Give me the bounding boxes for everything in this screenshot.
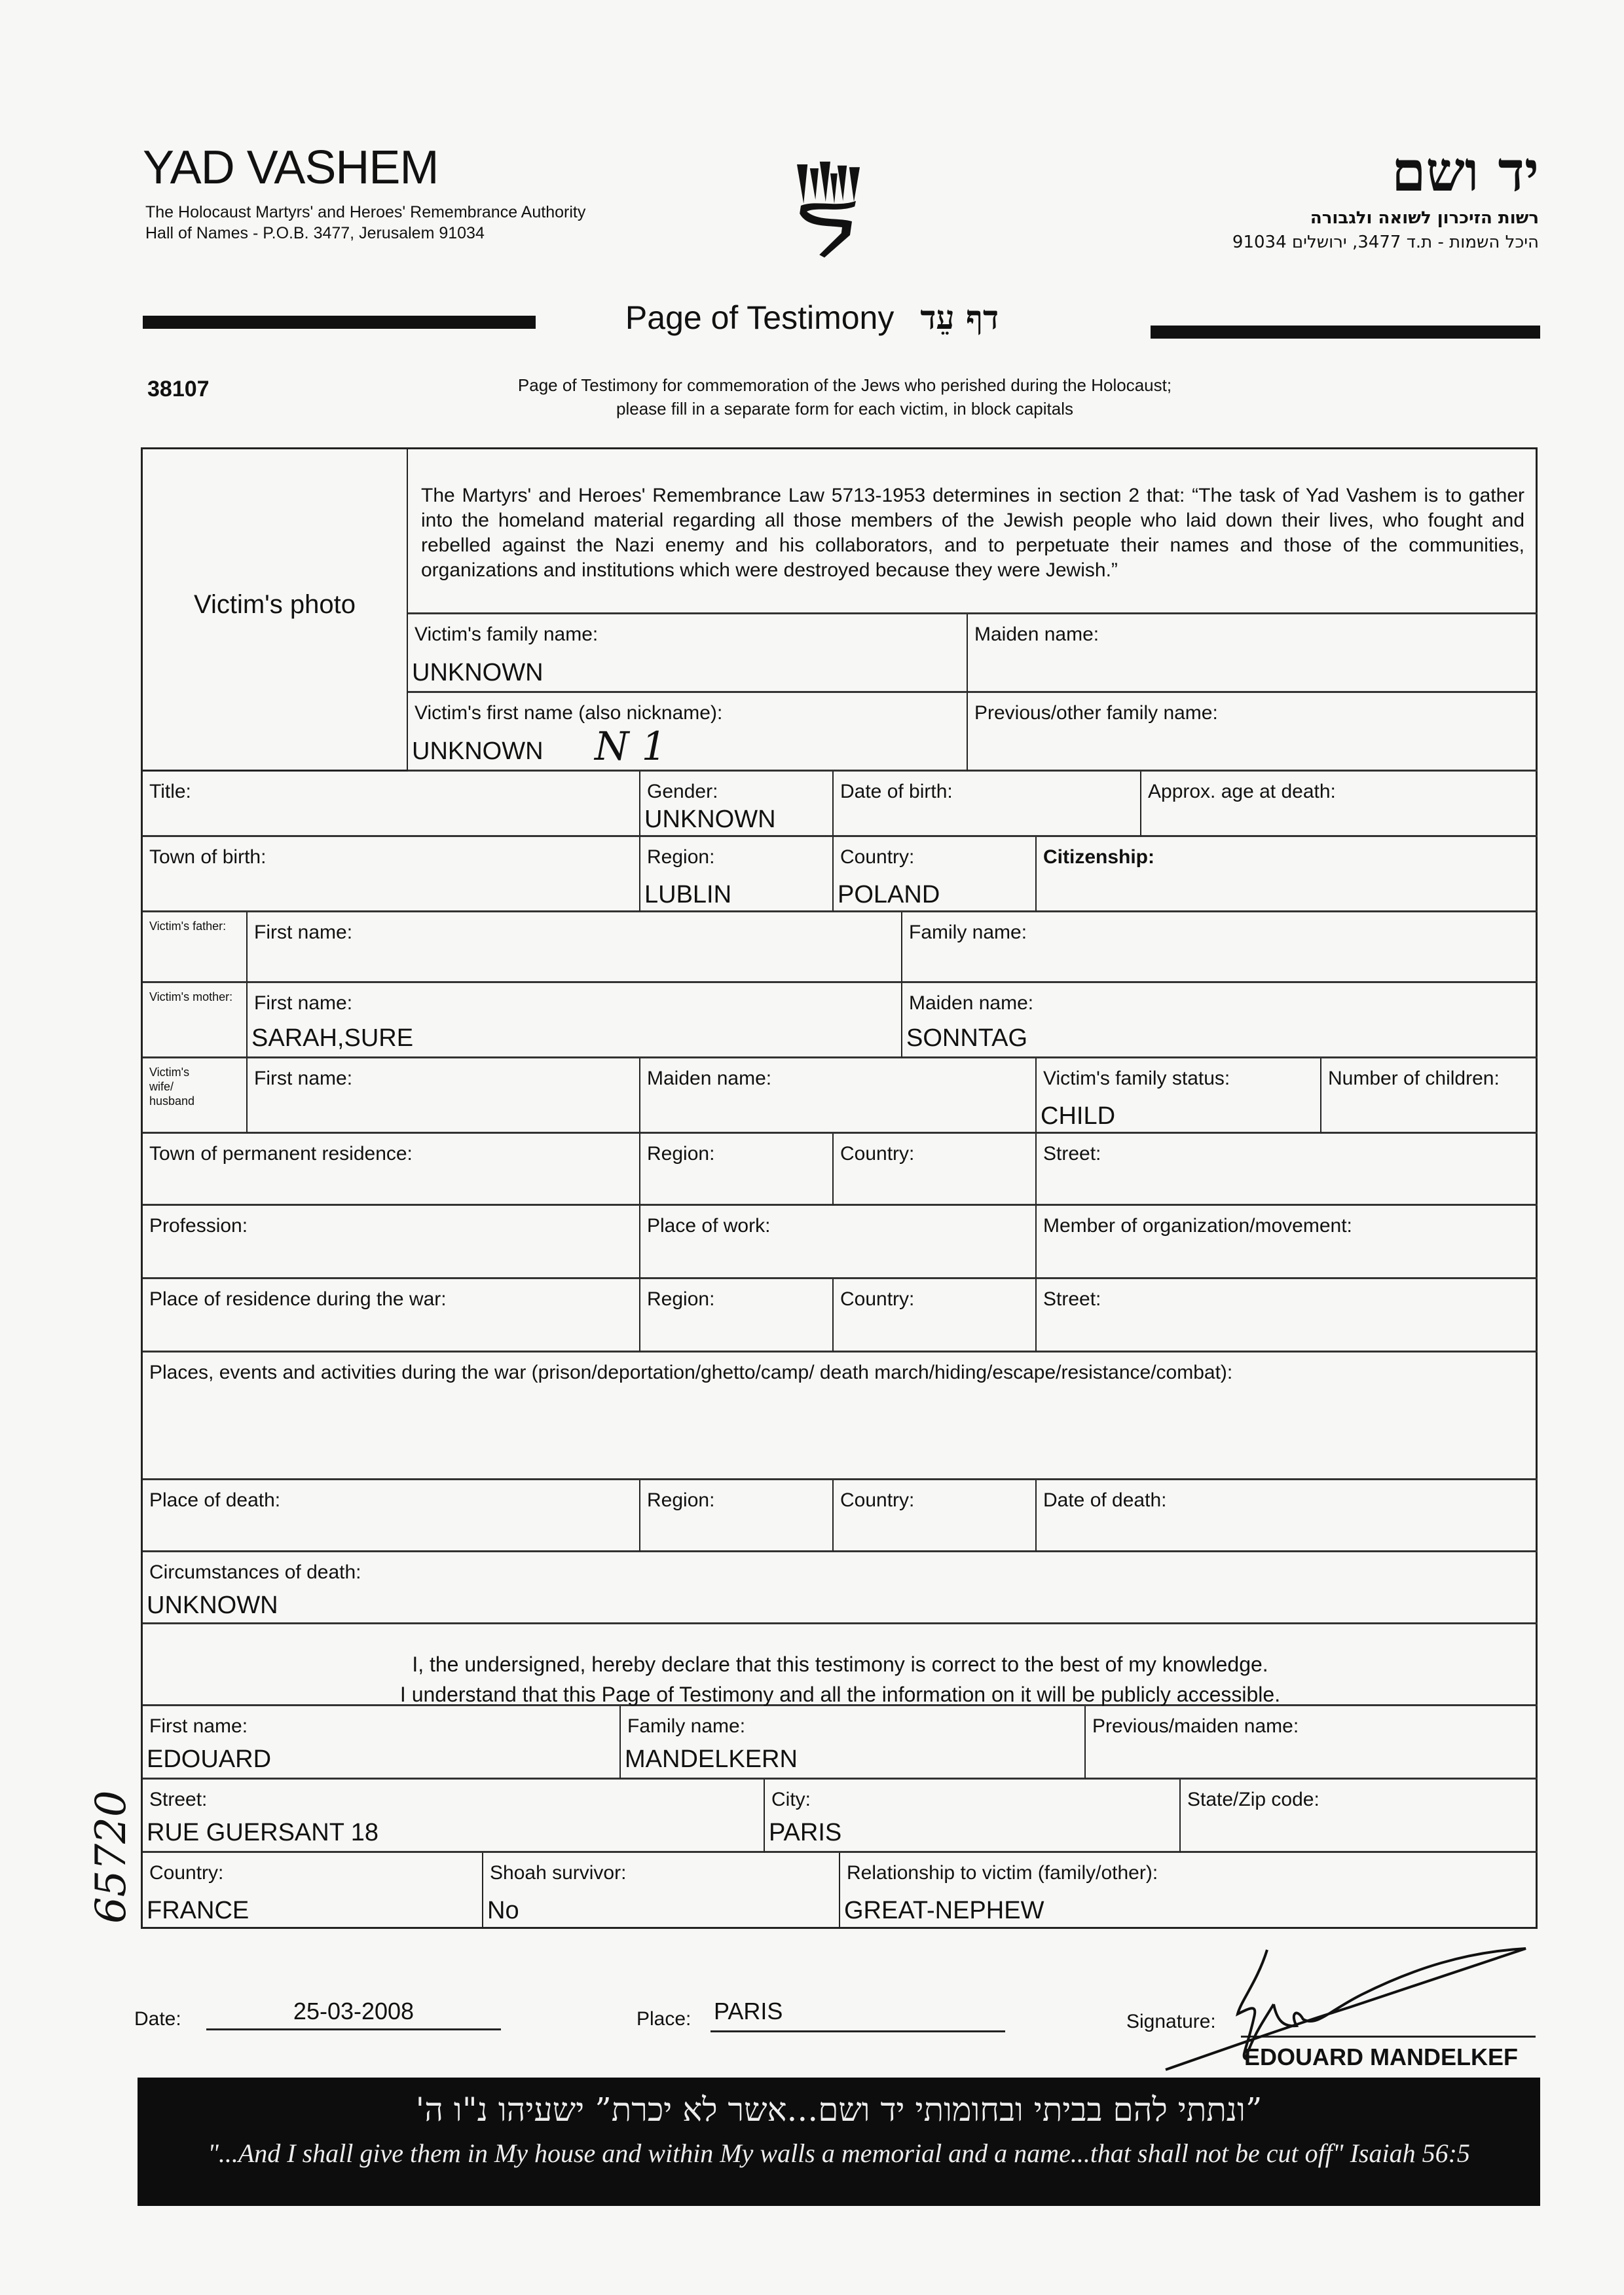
field-label: Family name:: [909, 922, 1027, 943]
mother-row-label-cell: [143, 983, 248, 1058]
field-label: Profession:: [149, 1215, 248, 1237]
field-label: Town of birth:: [149, 846, 267, 868]
declaration-line-2: I understand that this Page of Testimony and all the information on it will be publicly accessible.: [399, 1683, 1281, 1706]
field-label: Member of organization/movement:: [1043, 1215, 1352, 1237]
victim-first-name-field[interactable]: [408, 693, 968, 772]
field-label: First name:: [254, 922, 353, 943]
residence-country-field[interactable]: [834, 1134, 1037, 1206]
law-text-box: [408, 449, 1538, 614]
field-label: Street:: [1043, 1143, 1101, 1165]
field-label: Title:: [149, 781, 191, 802]
father-family-name-field[interactable]: [902, 912, 1538, 983]
field-label: Family name:: [627, 1715, 746, 1737]
field-label: Victim's family status:: [1043, 1068, 1230, 1089]
organization-field[interactable]: [1037, 1206, 1538, 1279]
org-address-en: Hall of Names - P.O.B. 3477, Jerusalem 91034: [145, 224, 485, 242]
field-label: Region:: [647, 1143, 715, 1165]
date-value: 25-03-2008: [293, 1998, 415, 2024]
residence-street-field[interactable]: [1037, 1134, 1538, 1206]
declaration-line-1: I, the undersigned, hereby declare that this testimony is correct to the best of my knowledge.: [412, 1652, 1268, 1676]
submitter-family-name-field[interactable]: [621, 1706, 1086, 1780]
field-label: Country:: [840, 846, 915, 868]
org-subtitle-en: The Holocaust Martyrs' and Heroes' Remembrance Authority: [145, 203, 586, 221]
field-label: Street:: [149, 1789, 208, 1810]
field-label: Region:: [647, 846, 715, 868]
field-label: Citizenship:: [1043, 846, 1154, 868]
submitter-city-field[interactable]: [765, 1780, 1181, 1853]
field-value: MANDELKERN: [625, 1745, 798, 1773]
field-label: First name:: [254, 1068, 353, 1089]
menorah-logo-icon: [779, 128, 897, 291]
shoah-survivor-field[interactable]: [483, 1853, 840, 1929]
death-place-field[interactable]: [143, 1480, 640, 1552]
residence-region-field[interactable]: [640, 1134, 834, 1206]
field-label: Date of birth:: [840, 781, 953, 802]
victim-maiden-name-field[interactable]: [968, 614, 1538, 693]
field-value: LUBLIN: [644, 881, 732, 908]
place-value: PARIS: [714, 1998, 783, 2024]
number-of-children-field[interactable]: [1321, 1058, 1538, 1134]
field-label: Maiden name:: [974, 624, 1099, 645]
submitter-state-zip-field[interactable]: [1181, 1780, 1538, 1853]
death-region-field[interactable]: [640, 1480, 834, 1552]
org-address-he: היכל השמות - ת.ד 3477, ירושלים 91034: [1232, 233, 1539, 252]
field-label: Town of permanent residence:: [149, 1143, 413, 1165]
war-residence-street-field[interactable]: [1037, 1279, 1538, 1353]
spouse-first-name-field[interactable]: [248, 1058, 640, 1134]
field-label: Maiden name:: [909, 992, 1034, 1014]
footer-quote-banner: [138, 2078, 1540, 2206]
field-label: First name:: [149, 1715, 248, 1737]
declaration-box: [143, 1624, 1538, 1706]
field-label: Place of death:: [149, 1489, 281, 1511]
declaration-text: [143, 1649, 1538, 1709]
field-value: UNKNOWN: [147, 1592, 278, 1619]
field-label: Country:: [840, 1489, 915, 1511]
field-label: Place of work:: [647, 1215, 771, 1237]
spouse-row-label-cell: [143, 1058, 248, 1134]
place-underline: [710, 2030, 1005, 2032]
victim-family-name-field[interactable]: [408, 614, 968, 693]
father-row-label-cell: [143, 912, 248, 983]
field-value: EDOUARD: [147, 1745, 272, 1773]
date-label: Date:: [134, 2008, 181, 2030]
testimony-form: [141, 447, 1538, 1929]
field-label: Victim's family name:: [415, 624, 599, 645]
form-title: [0, 298, 1624, 337]
field-value: UNKNOWN: [412, 659, 544, 686]
submitter-country-field[interactable]: [143, 1853, 483, 1929]
field-label: Country:: [840, 1143, 915, 1165]
victim-previous-family-name-field[interactable]: [968, 693, 1538, 772]
intro-line-1: Page of Testimony for commemoration of the Jews who perished during the Holocaust;: [517, 375, 1172, 395]
field-label: Street:: [1043, 1288, 1101, 1310]
intro-line-2: please fill in a separate form for each victim, in block capitals: [616, 399, 1073, 419]
death-date-field[interactable]: [1037, 1480, 1538, 1552]
field-value: UNKNOWN: [644, 806, 776, 833]
org-name-en: YAD VASHEM: [143, 141, 439, 194]
war-events-field[interactable]: [143, 1353, 1538, 1480]
field-value: SARAH,SURE: [251, 1024, 414, 1052]
law-text: The Martyrs' and Heroes' Remembrance Law 5713-1953 determines in section 2 that: “The task of Yad Vashem is to gather into the homeland material regarding all those members of the Jewish people who laid down their lives, who fought and rebelled against the Nazi enemy and his collaborators, and to perpetuate their names and those of the communities, organizations and institutions which were destroyed because they were Jewish.”: [421, 485, 1524, 581]
field-value: FRANCE: [147, 1897, 249, 1924]
field-value: RUE GUERSANT 18: [147, 1819, 379, 1846]
field-label: State/Zip code:: [1187, 1789, 1320, 1810]
field-value: UNKNOWN: [412, 737, 544, 765]
war-residence-country-field[interactable]: [834, 1279, 1037, 1353]
submitter-street-field[interactable]: [143, 1780, 765, 1853]
field-label: Shoah survivor:: [490, 1862, 627, 1884]
row-label: Victim's wife/ husband: [149, 1066, 195, 1108]
field-label: City:: [771, 1789, 811, 1810]
form-intro: [393, 373, 1297, 420]
mother-first-name-field[interactable]: [248, 983, 902, 1058]
field-value: GREAT-NEPHEW: [844, 1897, 1044, 1924]
signature-printed-name: EDOUARD MANDELKEF: [1244, 2043, 1518, 2070]
death-circumstances-field[interactable]: [143, 1552, 1538, 1624]
victim-birth-country-field[interactable]: [834, 837, 1037, 912]
residence-town-field[interactable]: [143, 1134, 640, 1206]
field-label: Circumstances of death:: [149, 1561, 361, 1583]
margin-handwritten-number: 65720: [87, 1790, 136, 1924]
field-label: First name:: [254, 992, 353, 1014]
submitter-previous-name-field[interactable]: [1086, 1706, 1538, 1780]
field-label: Places, events and activities during the war (prison/deportation/ghetto/camp/ death march/hiding/escape/resistance/combat):: [149, 1362, 1233, 1383]
field-value: No: [487, 1897, 519, 1924]
field-label: Victim's first name (also nickname):: [415, 702, 723, 724]
field-label: Previous/other family name:: [974, 702, 1218, 724]
field-value: POLAND: [838, 881, 940, 908]
date-underline: [206, 2028, 501, 2030]
mother-maiden-name-field[interactable]: [902, 983, 1538, 1058]
reference-number: 38107: [147, 377, 210, 401]
org-subtitle-he: רשות הזיכרון לשואה ולגבורה: [1310, 208, 1539, 228]
footer-quote-he: ”ונתתי להם בביתי ובחומותי יד ושם...אשר לא יכרת” ישעיהו נ"ו ה': [415, 2091, 1263, 2129]
death-country-field[interactable]: [834, 1480, 1037, 1552]
field-label: Relationship to victim (family/other):: [847, 1862, 1158, 1884]
field-label: Place of residence during the war:: [149, 1288, 447, 1310]
victim-birth-region-field[interactable]: [640, 837, 834, 912]
field-label: Country:: [840, 1288, 915, 1310]
field-label: Number of children:: [1328, 1068, 1500, 1089]
father-first-name-field[interactable]: [248, 912, 902, 983]
handwritten-note: N 1: [595, 724, 667, 770]
row-label: Victim's mother:: [149, 990, 233, 1003]
form-title-he: דף עֵד: [920, 298, 999, 337]
victim-photo-label: Victim's photo: [193, 590, 356, 619]
victim-age-at-death-field[interactable]: [1141, 772, 1538, 837]
org-name-he: יד ושם: [1391, 139, 1539, 204]
victim-gender-field[interactable]: [640, 772, 834, 837]
field-label: Region:: [647, 1288, 715, 1310]
place-of-work-field[interactable]: [640, 1206, 1037, 1279]
field-value: CHILD: [1041, 1102, 1116, 1130]
footer-quote-en: "...And I shall give them in My house and within My walls a memorial and a name...that shall not be cut off" Isaiah 56:5: [208, 2138, 1470, 2168]
signature-label: Signature:: [1126, 2011, 1216, 2032]
victim-date-of-birth-field[interactable]: [834, 772, 1141, 837]
field-label: Country:: [149, 1862, 224, 1884]
victim-title-field[interactable]: [143, 772, 640, 837]
relationship-field[interactable]: [840, 1853, 1538, 1929]
field-value: SONNTAG: [906, 1024, 1028, 1052]
victim-citizenship-field[interactable]: [1037, 837, 1538, 912]
submitter-first-name-field[interactable]: [143, 1706, 621, 1780]
spouse-maiden-name-field[interactable]: [640, 1058, 1037, 1134]
row-label: Victim's father:: [149, 920, 227, 933]
field-label: Region:: [647, 1489, 715, 1511]
war-residence-region-field[interactable]: [640, 1279, 834, 1353]
form-title-en: Page of Testimony: [625, 299, 895, 336]
victim-town-of-birth-field[interactable]: [143, 837, 640, 912]
place-label: Place:: [637, 2008, 692, 2030]
field-label: Maiden name:: [647, 1068, 772, 1089]
victim-photo-area[interactable]: [143, 449, 408, 772]
field-label: Approx. age at death:: [1148, 781, 1336, 802]
profession-field[interactable]: [143, 1206, 640, 1279]
field-value: PARIS: [769, 1819, 842, 1846]
field-label: Gender:: [647, 781, 718, 802]
field-label: Date of death:: [1043, 1489, 1167, 1511]
victim-family-status-field[interactable]: [1037, 1058, 1321, 1134]
war-residence-place-field[interactable]: [143, 1279, 640, 1353]
field-label: Previous/maiden name:: [1092, 1715, 1299, 1737]
